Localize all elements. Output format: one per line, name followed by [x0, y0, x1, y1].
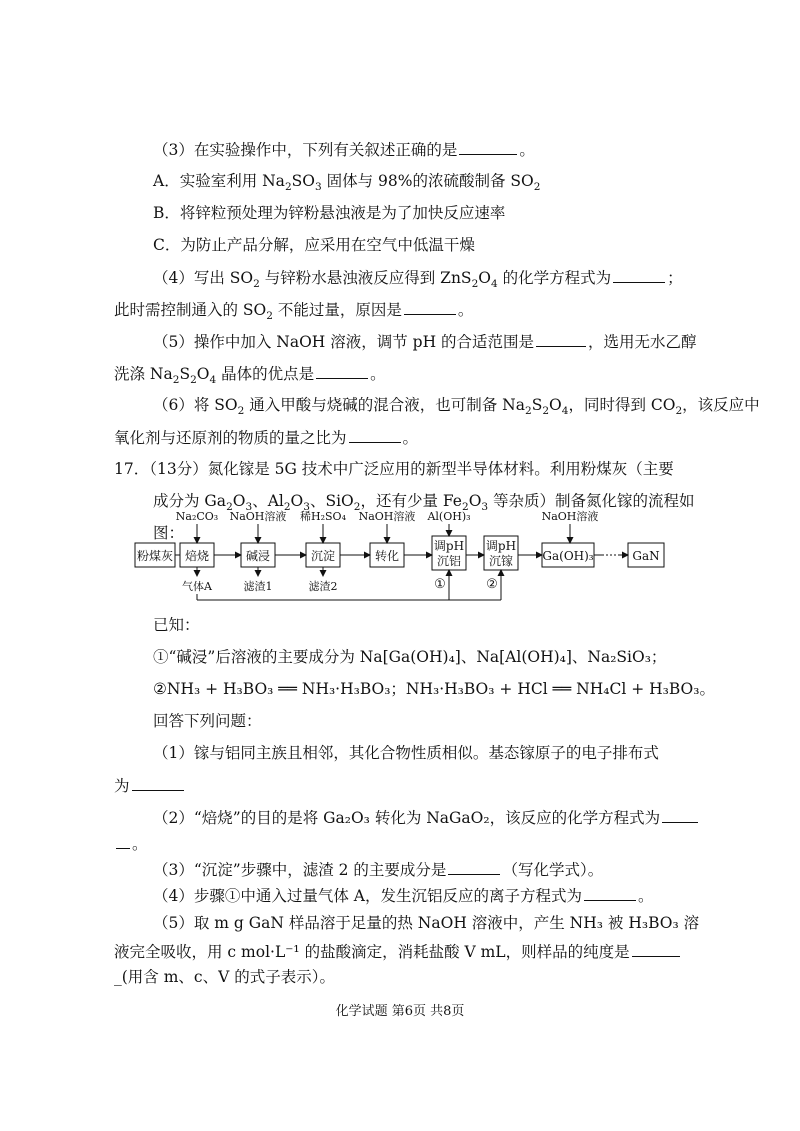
reagent-aloh3: Al(OH)₃ — [427, 510, 471, 523]
answer-blank — [536, 330, 586, 347]
known-fact-1: ①“碱浸”后溶液的主要成分为 Na[Ga(OH)₄]、Na[Al(OH)₄]、Na₂SiO₃； — [153, 648, 667, 666]
answer-blank — [316, 362, 368, 379]
q16-option-a: A．实验室利用 $Na_2SO_3$ 固体与 98%的浓硫酸制备 $SO_2$ — [153, 172, 541, 194]
q16-part4-line1: （4）写出 $SO_2$ 与锌粉水悬浊液反应得到 $ZnS_2O_4$ 的化学方程式为 ； — [153, 266, 683, 289]
q16-part6-line1: （6）将 $SO_2$ 通入甲酸与烧碱的混合液，也可制备 $Na_2S_2O_4$，同时得到 $CO_2$，该反应中 — [153, 396, 760, 418]
known-title: 已知： — [153, 616, 200, 634]
box-label-gan: GaN — [632, 549, 660, 563]
answer-blank — [459, 138, 517, 155]
page-footer: 化学试题 第6页 共8页 — [335, 1004, 465, 1019]
box-label-ph-ga-1: 调pH — [485, 539, 517, 553]
q16-part5-line2: 洗涤 $Na_2S_2O_4$ 晶体的优点是 。 — [114, 362, 386, 385]
reagent-naoh-3: NaOH溶液 — [541, 510, 599, 523]
box-label-ph-al-2: 沉铝 — [436, 554, 462, 568]
q17-part5-line2: 液完全吸收，用 c mol·L⁻¹ 的盐酸滴定，消耗盐酸 V mL，则样品的纯度是 — [114, 940, 682, 963]
q16-part3: （3）在实验操作中，下列有关叙述正确的是 。 — [153, 138, 535, 161]
q16-part5-line1: （5）操作中加入 NaOH 溶液，调节 pH 的合适范围是 ，选用无水乙醇 — [153, 330, 697, 353]
answer-blank — [662, 806, 698, 823]
q17-part5-line3: _(用含 m、c、V 的式子表示）。 — [114, 968, 335, 986]
reagent-naoh-1: NaOH溶液 — [229, 510, 287, 523]
q17-part3: （3）“沉淀”步骤中，滤渣 2 的主要成分是 （写化学式）。 — [153, 858, 603, 881]
output-residue-1: 滤渣1 — [243, 580, 273, 593]
process-flow-diagram — [0, 510, 800, 630]
box-label-alkali-leach: 碱浸 — [245, 549, 271, 563]
q17-part1-line1: （1）镓与铝同主族且相邻，其化合物性质相似。基态镓原子的电子排布式 — [153, 744, 659, 762]
box-label-convert: 转化 — [374, 549, 400, 563]
q17-intro-line2: 成分为 $Ga_2O_3$、$Al_2O_3$、SiO$_2$，还有少量 $Fe_2O_3$ 等杂质）制备氮化镓的流程如 — [153, 492, 695, 514]
q17-part1-line2: 为 — [114, 774, 186, 797]
output-residue-2: 滤渣2 — [308, 580, 338, 593]
box-label-ph-ga-2: 沉镓 — [488, 554, 514, 568]
reagent-na2co3: Na₂CO₃ — [175, 510, 219, 523]
known-fact-2: ②NH₃ + H₃BO₃ ══ NH₃·H₃BO₃；NH₃·H₃BO₃ + HCl ══ NH₄Cl + H₃BO₃。 — [153, 680, 715, 698]
output-gas-a: 气体A — [182, 580, 212, 593]
q17-intro-line1: 17．（13分）氮化镓是 5G 技术中广泛应用的新型半导体材料。利用粉煤灰（主要 — [114, 460, 674, 478]
box-label-roast: 焙烧 — [184, 549, 210, 563]
answer-title: 回答下列问题： — [153, 712, 262, 730]
q17-intro-line3: 图： — [153, 524, 185, 542]
reagent-naoh-2: NaOH溶液 — [358, 510, 416, 523]
q17-part2-line1: （2）“焙烧”的目的是将 Ga₂O₃ 转化为 NaGaO₂，该反应的化学方程式为 — [153, 806, 700, 829]
step-1-marker: ① — [434, 577, 446, 592]
answer-blank — [116, 832, 130, 849]
q16-option-c: C．为防止产品分解，应采用在空气中低温干燥 — [153, 236, 475, 254]
reagent-dilute-h2so4: 稀H₂SO₄ — [300, 510, 346, 523]
answer-blank — [632, 940, 680, 957]
box-label-flyash: 粉煤灰 — [136, 549, 174, 563]
answer-blank — [584, 884, 636, 901]
answer-blank — [613, 266, 665, 283]
answer-blank — [404, 298, 456, 315]
q17-part4: （4）步骤①中通入过量气体 A，发生沉铝反应的离子方程式为 。 — [153, 884, 654, 907]
q16-option-b: B．将锌粒预处理为锌粉悬浊液是为了加快反应速率 — [153, 204, 506, 222]
answer-blank — [349, 426, 401, 443]
box-label-precipitate: 沉淀 — [310, 549, 336, 563]
q16-part6-line2: 氧化剂与还原剂的物质的量之比为 。 — [114, 426, 418, 449]
box-label-ph-al-1: 调pH — [433, 539, 465, 553]
answer-blank — [448, 858, 500, 875]
box-label-gaoh3: Ga(OH)₃ — [542, 549, 594, 563]
step-2-marker: ② — [486, 577, 498, 592]
q17-part2-line2: 。 — [114, 832, 148, 855]
q16-part4-line2: 此时需控制通入的 $SO_2$ 不能过量，原因是 。 — [114, 298, 473, 321]
q17-part5-line1: （5）取 m g GaN 样品溶于足量的热 NaOH 溶液中，产生 NH₃ 被 H₃BO₃ 溶 — [153, 914, 700, 932]
answer-blank — [132, 774, 184, 791]
